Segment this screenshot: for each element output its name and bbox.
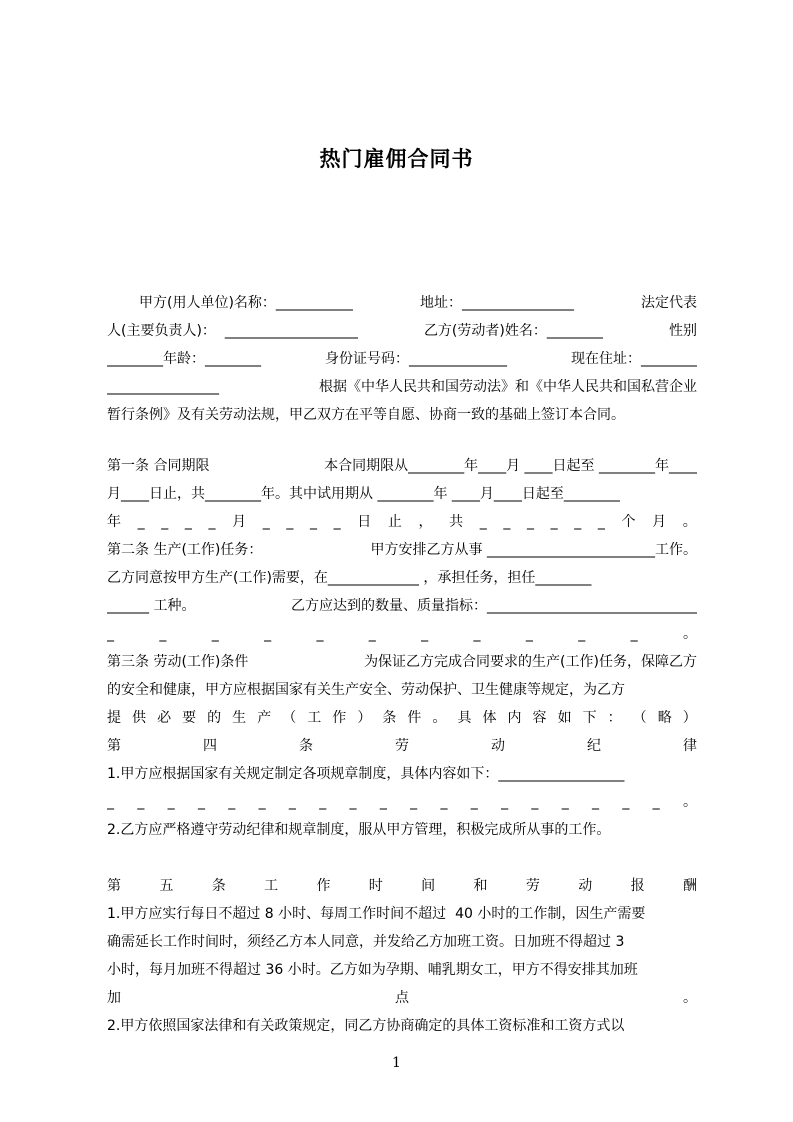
text-segment: 动 [491,738,505,754]
text-segment: 第一条 合同期限 [107,458,210,474]
text-segment: _ [421,626,429,642]
text-segment: 的安全和健康，甲方应根据国家有关生产安全、劳动保护、卫生健康等规定，为乙方 [107,682,625,698]
text-line [107,956,697,984]
text-segment: 四 [203,738,217,754]
text-segment: ______ 工种。 [107,598,196,614]
text-segment: 乙方应达到的数量、质量指标：______________________________ [291,598,697,614]
text-segment: 点 [395,990,409,1006]
text-segment: _ [473,626,481,642]
text-segment: _ [574,514,582,530]
text-segment: _ [503,514,511,530]
text-line [107,928,697,956]
text-segment: 甲方安排乙方从事 ________________________工作。 [370,542,697,558]
text-segment: _ [470,794,478,810]
text-segment: _ [561,794,569,810]
text-segment: 律 [683,738,697,754]
text-segment: 第三条 劳动(工作)条件 [107,654,249,670]
text-segment: 劳 [525,878,540,894]
text-segment: 间 [421,878,436,894]
text-segment: 第二条 生产(工作)任务： [107,542,263,558]
text-segment: _ [107,794,114,810]
text-segment: 作 [316,878,331,894]
article-1-heading [107,452,697,480]
text-line [107,704,697,732]
text-segment: 动 [578,878,593,894]
text-line [107,816,697,844]
text-segment: _ [316,626,324,642]
text-line [107,592,697,620]
text-line [107,345,697,373]
text-segment: ________年龄：________ [107,351,261,367]
text-segment: 件 [407,710,422,726]
document-title: 热门雇佣合同书 [319,147,474,171]
text-segment: ） [357,710,372,726]
text-segment: _ [197,794,205,810]
text-segment: 小时，每月加班不得超过 36 小时。乙方如为孕期、哺乳期女工，甲方不得安排其加班 [107,962,638,978]
text-segment: 个 [621,514,636,530]
text-segment: 年 [107,514,121,530]
text-segment: 。 [682,794,697,810]
text-segment: 工 [264,878,279,894]
text-segment: 确需延长工作时间时，须经乙方本人同意，并发给乙方加班工资。日加班不得超过 3 [107,934,625,950]
text-segment: 2.乙方应严格遵守劳动纪律和规章制度，服从甲方管理，积极完成所从事的工作。 [107,822,611,838]
text-segment: （ [632,710,647,726]
text-segment: 体 [482,710,497,726]
text-line [107,984,697,1012]
text-segment: 乙方同意按甲方生产(工作)需要，在_____________ ，承担任务，担任________ [107,570,592,586]
text-segment: _ [264,626,272,642]
text-segment: 乙方(劳动者)姓名：________ [423,323,603,339]
text-segment: _ [630,626,638,642]
text-line [107,480,697,508]
text-segment: _ [184,514,192,530]
text-segment: 暂行条例》及有关劳动法规，甲乙双方在平等自愿、协商一致的基础上签订本合同。 [107,407,625,423]
text-segment: _ [578,626,586,642]
text-segment: 法定代表 [641,295,697,311]
article-4-heading [107,732,697,760]
text-segment: ： [607,710,622,726]
text-segment: _ [159,626,167,642]
text-segment: _ [440,794,448,810]
text-segment: 现在住址：________ [571,351,697,367]
text-segment: 根据《中华人民共和国劳动法》和《中华人民共和国私营企业 [319,379,697,395]
text-segment: 酬 [682,878,697,894]
text-segment: _ [592,794,599,810]
text-segment: 生 [232,710,247,726]
text-segment: 和 [473,878,488,894]
text-segment: 性别 [668,323,697,339]
text-segment: 。 [683,990,697,1006]
text-segment: _ [501,794,509,810]
text-segment: _ [288,794,296,810]
text-segment: 容 [532,710,547,726]
text-segment: 五 [159,878,174,894]
text-segment: _ [597,514,605,530]
text-line [107,676,697,704]
page-number: 1 [392,1055,401,1071]
text-segment: （ [282,710,297,726]
text-segment: _ [161,514,169,530]
text-segment: 条 [211,878,226,894]
text-segment: 。 [432,710,447,726]
text-segment: _ [228,794,236,810]
text-segment: _ [525,626,533,642]
text-segment: 加 [107,990,121,1006]
text-segment: ， [418,514,433,530]
text-segment: 条 [299,738,313,754]
text-line [107,289,697,317]
text-segment: 。 [682,514,697,530]
text-segment: _ [379,794,387,810]
text-segment: 作 [332,710,347,726]
text-segment: _ [310,514,317,530]
text-segment: 月____日止，共________年。其中试用期从 ________年 ____月____日起至________ [107,486,620,502]
text-segment: 必 [157,710,172,726]
text-segment: _ [333,514,341,530]
text-segment: 具 [457,710,472,726]
text-line [107,620,697,648]
text-segment: _ [319,794,327,810]
text-segment: 为保证乙方完成合同要求的生产(工作)任务，保障乙方 [364,654,697,670]
text-segment: 共 [449,514,464,530]
text-segment: 身份证号码：______________ [325,351,507,367]
text-segment: 2.甲方依照国家法律和有关政策规定，同乙方协商确定的具体工资标准和工资方式以 [107,1018,625,1034]
text-segment: 第 [107,738,121,754]
text-segment: 月 [652,514,667,530]
text-segment: _ [258,794,266,810]
text-segment: 产 [257,710,272,726]
text-segment: 提 [107,710,121,726]
text-segment: _ [107,626,114,642]
text-segment: 止 [387,514,402,530]
text-segment: 工 [307,710,322,726]
text-segment: 条 [382,710,397,726]
text-line [107,788,697,816]
text-segment: _ [349,794,357,810]
text-segment: _ [652,794,660,810]
text-segment: 第 [107,878,121,894]
text-line [107,373,697,401]
text-segment: 。 [682,626,697,642]
text-segment: 1.甲方应根据国家有关规定制定各项规章制度，具体内容如下：__________________ [107,766,625,782]
text-line [107,508,697,536]
text-segment: 人(主要负责人)： ___________________ [107,323,358,339]
text-segment: _ [167,794,175,810]
text-line [107,760,697,788]
article-2-heading [107,536,697,564]
text-segment: 的 [207,710,222,726]
text-segment: 要 [182,710,197,726]
text-segment: _ [137,514,145,530]
text-segment: 月 [232,514,247,530]
text-segment: _ [368,626,376,642]
text-line [107,900,697,928]
text-segment: 略 [657,710,672,726]
text-segment: 劳 [395,738,409,754]
text-segment: _ [208,514,216,530]
article-5-heading [107,872,697,900]
text-segment: _ [262,514,270,530]
text-segment: 日 [357,514,372,530]
text-segment: _ [211,626,219,642]
contract-body [107,289,697,1040]
text-line [107,1012,697,1040]
text-line [107,564,697,592]
text-segment: ） [682,710,697,726]
text-segment: _ [531,794,539,810]
text-segment: _ [137,794,145,810]
text-segment: ________________ [107,379,219,395]
text-segment: 地址：________________ [419,295,574,311]
text-segment: _ [479,514,487,530]
text-segment: 供 [132,710,147,726]
text-segment: 报 [630,878,645,894]
text-segment: _ [410,794,418,810]
text-segment: 甲方(用人单位)名称：___________ [139,295,353,311]
text-segment: _ [286,514,294,530]
text-segment: 时 [368,878,383,894]
text-segment: _ [527,514,534,530]
text-segment: 如 [557,710,572,726]
text-segment: _ [550,514,558,530]
text-segment: 纪 [587,738,601,754]
text-line [107,317,697,345]
text-segment: 本合同期限从________年____月 ____日起至 ________年____ [324,458,697,474]
text-segment: 下 [582,710,597,726]
text-segment: _ [622,794,630,810]
text-line [107,401,697,429]
text-segment: 1.甲方应实行每日不超过 8 小时、每周工作时间不超过 40 小时的工作制，因生产需要 [107,906,646,922]
article-3-heading [107,648,697,676]
text-segment: 内 [507,710,522,726]
